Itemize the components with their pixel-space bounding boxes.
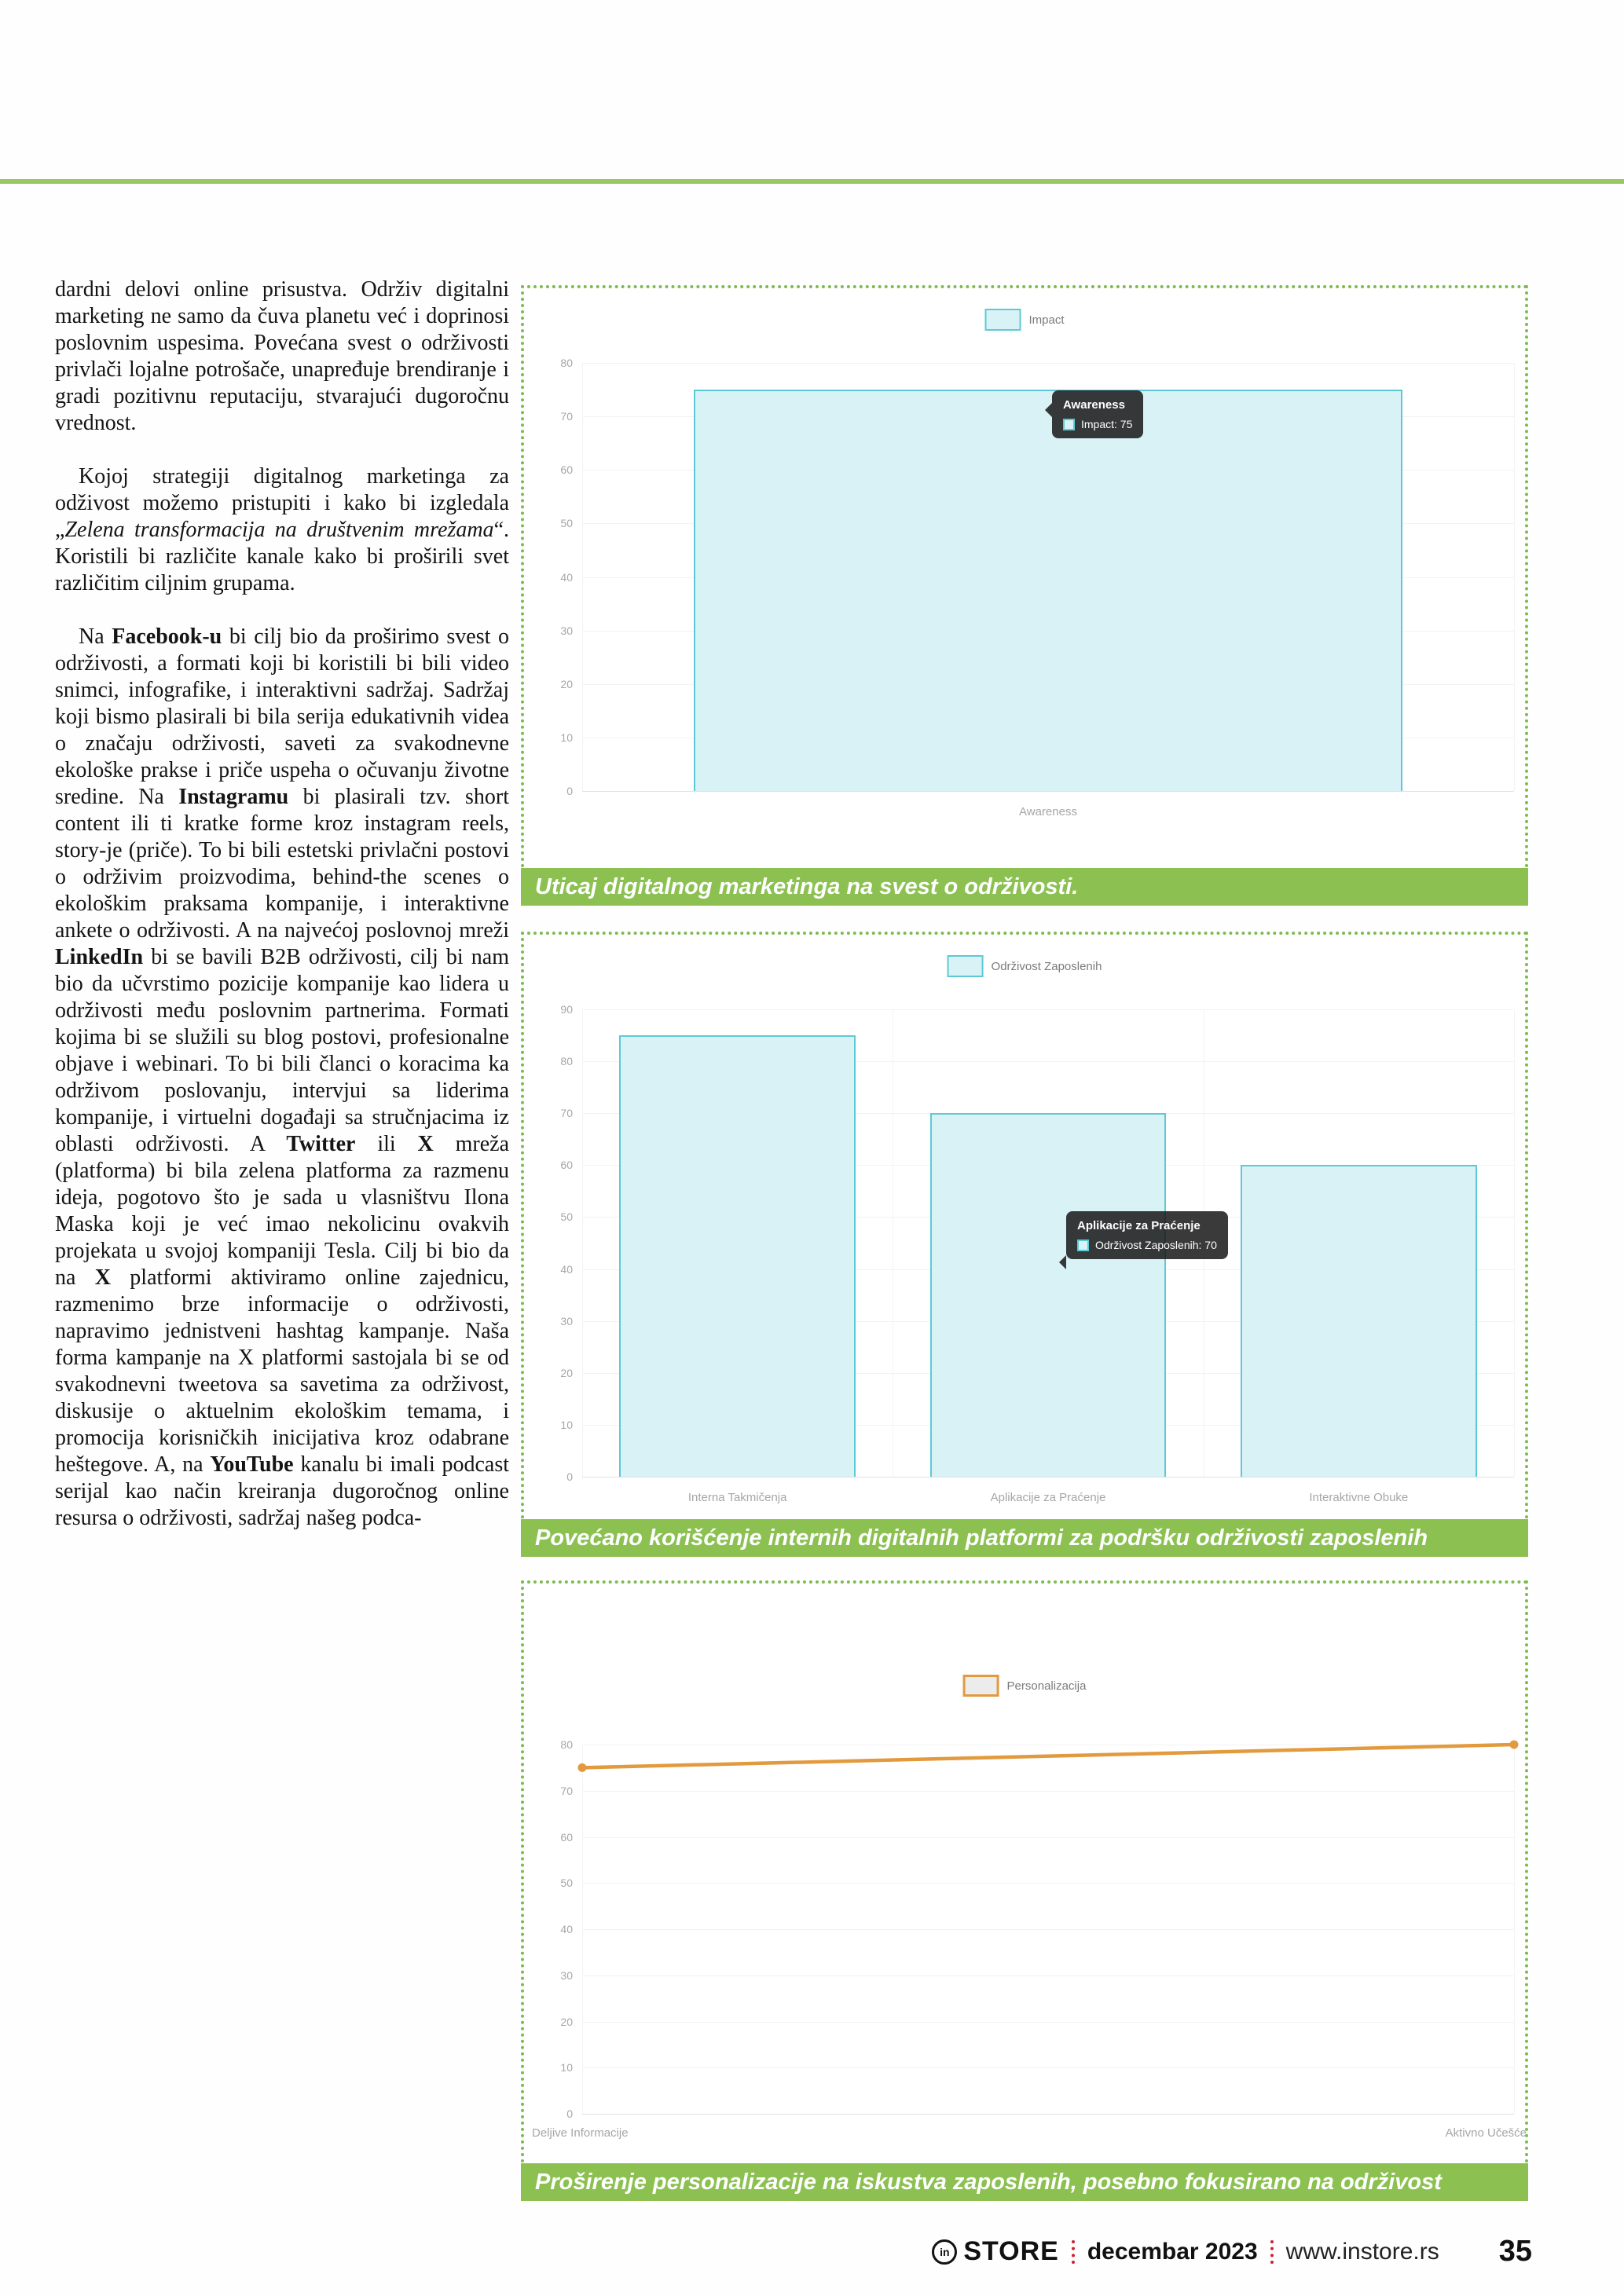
body-text: bi se bavili B2B održivosti, cilj bi nam bio da učvrstimo pozicije kompanije kao lidera u održivosti među poslovnim partnerima. Formati kojima bi se služili su blog postovi, profesionalne objave i webinari. To bi bili članci o koracima ka održivom poslovanju, intervjui sa liderima kompanije, i virtuelni događaji sa stručnjacima iz oblasti održivosti. A — [55, 945, 509, 1156]
y-axis-tick-label: 70 — [560, 410, 573, 423]
article-paragraph — [55, 624, 509, 1532]
y-axis-tick-label: 80 — [560, 1738, 573, 1751]
footer-website: www.instore.rs — [1285, 2238, 1439, 2265]
y-axis-tick-label: 60 — [560, 1830, 573, 1844]
bar-awareness[interactable] — [694, 390, 1402, 791]
gridline — [582, 1009, 1514, 1010]
vertical-gridline — [1514, 1745, 1515, 2114]
chart-block-personalization — [521, 1580, 1528, 2201]
chart-plot-area — [532, 1738, 1527, 2140]
x-axis-category-label: Interaktivne Obuke — [1309, 1491, 1409, 1504]
chart-caption: Uticaj digitalnog marketinga na svest o održivosti. — [521, 868, 1528, 906]
bar-aplikacije-za-pra-enje[interactable] — [930, 1113, 1166, 1477]
chart-block-impact — [521, 285, 1528, 906]
article-text-column — [55, 276, 509, 2201]
bold-text: Twitter — [286, 1132, 356, 1156]
tooltip-title: Aplikacije za Praćenje — [1077, 1219, 1201, 1232]
body-text: kanalu bi imali podcast serijal kao način kreiranja dugoročnog online resursa o održivosti, sadržaj našeg podca- — [55, 1452, 509, 1530]
x-axis-category-label: Aktivno Učešće — [1445, 2126, 1527, 2140]
y-axis-tick-label: 80 — [560, 357, 573, 369]
legend-swatch-icon — [948, 955, 984, 977]
y-axis-tick-label: 40 — [560, 570, 573, 584]
chart-plot-area — [560, 1003, 1514, 1504]
bold-text: X — [417, 1132, 434, 1156]
chart-tooltip — [1066, 1211, 1228, 1259]
y-axis-tick-label: 30 — [560, 624, 573, 637]
y-axis-tick-label: 10 — [560, 731, 573, 744]
tooltip-value-label: Održivost Zaposlenih: 70 — [1095, 1239, 1217, 1251]
tooltip-value-row — [1077, 1239, 1217, 1251]
legend-swatch-icon — [963, 1675, 999, 1697]
body-text: mreža (platforma) bi bila zelena platforma za razmenu ideja, pogotovo što je sada u vlasništvu Ilona Maska koji je već imao nekolicinu ovakvih projekata u svojoj kompaniji Tesla. Cilj bi bio da na — [55, 1132, 509, 1290]
body-text: Na — [79, 624, 112, 649]
y-axis-tick-label: 40 — [560, 1923, 573, 1935]
data-point-aktivno-u-e-e[interactable] — [1510, 1741, 1519, 1749]
y-axis-tick-label: 0 — [566, 785, 573, 797]
line-series[interactable] — [582, 1745, 1514, 2123]
body-text: bi cilj bio da proširimo svest o održivosti, a formati koji bi koristili bi bili video snimci, infografike, i interaktivni sadržaj. Sadržaj koji bismo plasirali bi bila serija edukativnih videa o značaju održivosti, saveti za svakodnevne ekološke prakse i priče uspeha o očuvanju životne sredine. Na — [55, 624, 509, 809]
gridline — [582, 363, 1514, 364]
bold-text: X — [94, 1265, 111, 1290]
italic-text: Zelena transformacija na društvenim mrežama — [64, 518, 494, 542]
body-text: “. Koristili bi različite kanale kako bi proširili svet različitim ciljnim grupama. — [55, 518, 509, 595]
y-axis-tick-label: 0 — [566, 1470, 573, 1483]
vertical-gridline — [1514, 363, 1515, 791]
footer-date: decembar 2023 — [1087, 2238, 1258, 2265]
body-text: Kojoj strategiji digitalnog marketinga za odživost možemo pristupiti i kako bi izgledala „ — [55, 464, 509, 542]
legend-label: Održivost Zaposlenih — [991, 959, 1102, 973]
y-axis-tick-label: 60 — [560, 463, 573, 477]
y-axis-tick-label: 80 — [560, 1055, 573, 1068]
bold-text: Instagramu — [178, 785, 289, 809]
y-axis-tick-label: 20 — [560, 677, 573, 690]
legend-swatch-icon — [984, 309, 1021, 331]
footer-separator — [1270, 2240, 1274, 2264]
y-axis-tick-label: 50 — [560, 1877, 573, 1890]
vertical-gridline — [582, 1009, 583, 1477]
footer-separator — [1072, 2240, 1075, 2264]
y-axis-tick-label: 20 — [560, 2015, 573, 2028]
tooltip-title: Awareness — [1063, 398, 1125, 412]
instore-logo-icon: in — [932, 2239, 957, 2265]
tooltip-swatch-icon — [1077, 1240, 1089, 1251]
bold-text: YouTube — [210, 1452, 294, 1477]
y-axis-tick-label: 10 — [560, 1418, 573, 1431]
legend-label: Impact — [1028, 313, 1065, 327]
vertical-gridline — [582, 363, 583, 791]
y-axis-tick-label: 50 — [560, 1210, 573, 1224]
chart-legend[interactable] — [963, 1675, 1087, 1697]
page-footer — [0, 2235, 1532, 2269]
chart-tooltip — [1052, 390, 1143, 438]
gridline — [582, 1477, 1514, 1478]
data-point-deljive-informacije[interactable] — [578, 1763, 587, 1772]
x-axis-category-label: Interna Takmičenja — [687, 1491, 787, 1504]
body-text: ili — [355, 1132, 418, 1156]
bold-text: Facebook-u — [112, 624, 222, 649]
y-axis-tick-label: 0 — [566, 2107, 573, 2120]
body-text: platformi aktiviramo online zajednicu, razmenimo brze informacije o održivosti, napravimo jednistveni hashtag kampanje. Naša forma kampanje na X platformi sastojala bi se od svakodnevni tweetova sa savetima za održivost, diskusije o aktuelnim ekološkim temama, i promocija korisničkih inicijativa kroz odabrane heštegove. A, na — [55, 1265, 509, 1477]
chart-plot-area — [560, 357, 1514, 818]
tooltip-swatch-icon — [1063, 419, 1075, 430]
chart-caption: Povećano korišćenje internih digitalnih platformi za podršku održivosti zaposlenih — [521, 1519, 1528, 1557]
vertical-gridline — [1514, 1009, 1515, 1477]
article-paragraph — [55, 276, 509, 437]
tooltip-value-row — [1063, 418, 1132, 430]
footer-brand: STORE — [963, 2236, 1059, 2266]
article-paragraph — [55, 463, 509, 597]
y-axis-tick-label: 70 — [560, 1784, 573, 1797]
x-axis-category-label: Awareness — [1019, 805, 1077, 818]
x-axis-category-label: Aplikacije za Praćenje — [990, 1491, 1106, 1504]
y-axis-tick-label: 30 — [560, 1314, 573, 1327]
y-axis-tick-label: 30 — [560, 1968, 573, 1982]
chart-legend[interactable] — [984, 309, 1064, 331]
legend-label: Personalizacija — [1006, 1679, 1087, 1693]
page-number: 35 — [1498, 2235, 1532, 2268]
y-axis-tick-label: 10 — [560, 2061, 573, 2074]
chart-block-employee-sustainability — [521, 932, 1528, 1557]
y-axis-tick-label: 60 — [560, 1159, 573, 1172]
x-axis-category-label: Deljive Informacije — [532, 2126, 629, 2140]
bold-text: LinkedIn — [55, 945, 144, 969]
tooltip-value-label: Impact: 75 — [1081, 418, 1133, 430]
gridline — [582, 791, 1514, 792]
chart-legend[interactable] — [948, 955, 1102, 977]
body-text: dardni delovi online prisustva. Održiv digitalni marketing ne samo da čuva planetu već i doprinosi poslovnim uspesima. Povećana svest o održivosti privlači lojalne potrošače, unapređuje brendiranje i gradi pozitivnu reputaciju, stvarajući dugoročnu vrednost. — [55, 277, 509, 435]
y-axis-tick-label: 20 — [560, 1366, 573, 1379]
y-axis-tick-label: 50 — [560, 517, 573, 530]
y-axis-tick-label: 40 — [560, 1262, 573, 1276]
y-axis-tick-label: 70 — [560, 1107, 573, 1120]
top-divider-rule — [0, 179, 1624, 184]
bar-interaktivne-obuke[interactable] — [1241, 1165, 1476, 1477]
y-axis-tick-label: 90 — [560, 1003, 573, 1016]
body-text: bi plasirali tzv. short content ili ti kratke forme kroz instagram reels, story-je (priče). To bi bili estetski privlačni postovi o održivim proizvodima, behind-the scenes o ekološkim praksama kompanije, i interaktivne ankete o održivosti. A na najvećoj poslovnoj mreži — [55, 785, 509, 943]
chart-caption: Proširenje personalizacije na iskustva zaposlenih, posebno fokusirano na održivost — [521, 2163, 1528, 2201]
bar-interna-takmi-enja[interactable] — [619, 1035, 855, 1477]
